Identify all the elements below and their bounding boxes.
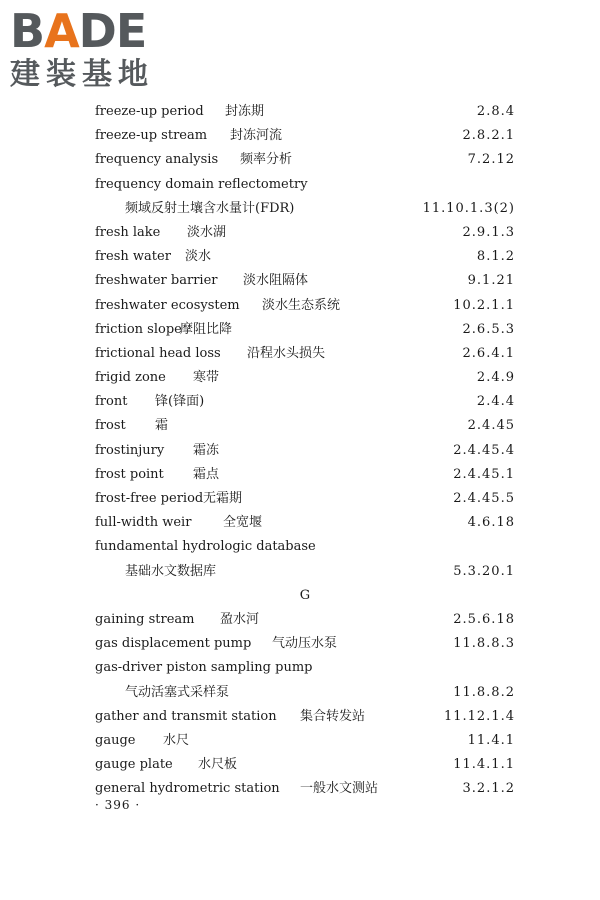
english-term: freshwater barrier bbox=[95, 273, 218, 289]
glossary-entry bbox=[95, 245, 515, 269]
chinese-term: 锋(锋面) bbox=[155, 394, 205, 410]
logo-letters: DE bbox=[78, 4, 147, 58]
chinese-term: 淡水 bbox=[185, 249, 212, 265]
logo-accent-letter: A bbox=[44, 4, 79, 58]
section-reference: 9.1.21 bbox=[467, 273, 515, 289]
english-term: gather and transmit station bbox=[95, 708, 277, 724]
glossary-entry bbox=[95, 560, 515, 584]
glossary-entry bbox=[95, 632, 515, 656]
chinese-term: 基础水文数据库 bbox=[125, 563, 217, 579]
chinese-term: 寒带 bbox=[193, 370, 220, 386]
english-term: fresh water bbox=[95, 249, 171, 265]
chinese-term: 盈水河 bbox=[220, 611, 260, 627]
section-reference: 3.2.1.2 bbox=[462, 781, 515, 797]
glossary-entry bbox=[95, 390, 515, 414]
section-reference: 2.4.45.1 bbox=[453, 466, 515, 482]
chinese-term: 气动压水泵 bbox=[272, 636, 338, 652]
english-term: general hydrometric station bbox=[95, 781, 280, 797]
glossary-entry bbox=[95, 463, 515, 487]
chinese-term: 霜 bbox=[155, 418, 169, 434]
chinese-term: 封冻河流 bbox=[230, 128, 283, 144]
logo-subtitle: 建装基地 bbox=[10, 57, 154, 92]
glossary-entry bbox=[95, 221, 515, 245]
chinese-term: 淡水阻隔体 bbox=[243, 273, 309, 289]
chinese-term: 气动活塞式采样泵 bbox=[125, 684, 230, 700]
english-term: frictional head loss bbox=[95, 345, 221, 361]
glossary-entry bbox=[95, 366, 515, 390]
english-term: friction slope bbox=[95, 321, 182, 337]
glossary-entry bbox=[95, 511, 515, 535]
english-term: freshwater ecosystem bbox=[95, 297, 240, 313]
english-term: gaining stream bbox=[95, 611, 195, 627]
glossary-entry bbox=[95, 439, 515, 463]
glossary-entry bbox=[95, 148, 515, 172]
chinese-term: 频率分析 bbox=[240, 152, 293, 168]
english-term: freeze-up period bbox=[95, 104, 204, 119]
chinese-term: 水尺板 bbox=[198, 757, 238, 773]
chinese-term: 淡水湖 bbox=[187, 224, 227, 240]
page-number: · 396 · bbox=[95, 798, 141, 812]
glossary-entry bbox=[95, 729, 515, 753]
glossary-entry bbox=[95, 656, 515, 680]
english-term: frost-free period bbox=[95, 491, 204, 506]
section-reference: 2.6.4.1 bbox=[462, 345, 515, 361]
section-reference: 2.9.1.3 bbox=[462, 224, 515, 240]
chinese-term: 集合转发站 bbox=[300, 708, 366, 724]
logo-wordmark bbox=[10, 6, 154, 56]
english-term: fresh lake bbox=[95, 224, 161, 240]
glossary-entry bbox=[95, 100, 515, 124]
chinese-term: 水尺 bbox=[163, 732, 190, 748]
english-term: gas-driver piston sampling pump bbox=[95, 660, 313, 676]
chinese-term: 霜点 bbox=[193, 466, 220, 482]
glossary-entries bbox=[95, 100, 515, 801]
section-reference: 5.3.20.1 bbox=[453, 563, 515, 579]
section-reference: 2.4.45.4 bbox=[453, 442, 515, 458]
english-term: fundamental hydrologic database bbox=[95, 539, 316, 555]
english-term: frostinjury bbox=[95, 442, 165, 458]
section-reference: 2.8.4 bbox=[476, 104, 515, 119]
glossary-entry bbox=[95, 753, 515, 777]
chinese-term: 无霜期 bbox=[203, 491, 243, 506]
english-term: full-width weir bbox=[95, 515, 192, 531]
section-reference: 11.10.1.3(2) bbox=[422, 200, 515, 216]
section-reference: 8.1.2 bbox=[476, 249, 515, 265]
glossary-entry bbox=[95, 342, 515, 366]
glossary-entry bbox=[95, 681, 515, 705]
glossary-entry bbox=[95, 487, 515, 511]
section-reference: 2.4.45 bbox=[467, 418, 515, 434]
chinese-term: 淡水生态系统 bbox=[262, 297, 341, 313]
chinese-term: 全宽堰 bbox=[223, 515, 263, 531]
chinese-term: 摩阻比降 bbox=[180, 321, 233, 337]
section-reference: 11.12.1.4 bbox=[443, 708, 515, 724]
section-reference: 2.6.5.3 bbox=[462, 321, 515, 337]
english-term: gas displacement pump bbox=[95, 636, 252, 652]
english-term: frequency analysis bbox=[95, 152, 219, 168]
chinese-term: 封冻期 bbox=[225, 104, 265, 119]
section-reference: 7.2.12 bbox=[467, 152, 515, 168]
english-term: frigid zone bbox=[95, 370, 166, 386]
english-term: gauge plate bbox=[95, 757, 173, 773]
logo-letter: B bbox=[10, 4, 45, 58]
section-reference: 10.2.1.1 bbox=[453, 297, 515, 313]
section-reference: 11.4.1.1 bbox=[453, 757, 515, 773]
chinese-term: 一般水文测站 bbox=[300, 781, 379, 797]
glossary-entry bbox=[95, 777, 515, 801]
section-reference: 11.8.8.2 bbox=[453, 684, 515, 700]
glossary-entry bbox=[95, 318, 515, 342]
section-reference: 2.8.2.1 bbox=[462, 128, 515, 144]
english-term: frost bbox=[95, 418, 126, 434]
glossary-entry bbox=[95, 124, 515, 148]
section-reference: 2.4.4 bbox=[476, 394, 515, 410]
glossary-entry bbox=[95, 414, 515, 438]
section-reference: 2.4.9 bbox=[476, 370, 515, 386]
section-reference: 11.4.1 bbox=[467, 732, 515, 748]
english-term: frequency domain reflectometry bbox=[95, 176, 308, 192]
chinese-term: 频域反射土壤含水量计(FDR) bbox=[125, 200, 295, 216]
section-reference: 2.4.45.5 bbox=[453, 491, 515, 506]
english-term: gauge bbox=[95, 732, 136, 748]
chinese-term: 霜冻 bbox=[193, 442, 220, 458]
glossary-entry bbox=[95, 608, 515, 632]
section-reference: 4.6.18 bbox=[467, 515, 515, 531]
chinese-term: 沿程水头损失 bbox=[247, 345, 326, 361]
glossary-entry bbox=[95, 535, 515, 559]
section-reference: 2.5.6.18 bbox=[453, 611, 515, 627]
english-term: frost point bbox=[95, 466, 164, 482]
glossary-entry bbox=[95, 705, 515, 729]
glossary-entry bbox=[95, 197, 515, 221]
glossary-entry bbox=[95, 294, 515, 318]
glossary-entry bbox=[95, 173, 515, 197]
english-term: front bbox=[95, 394, 128, 410]
section-reference: 11.8.8.3 bbox=[453, 636, 515, 652]
english-term: freeze-up stream bbox=[95, 128, 208, 144]
glossary-entry bbox=[95, 269, 515, 293]
section-heading: G bbox=[299, 587, 311, 603]
logo bbox=[10, 6, 154, 92]
